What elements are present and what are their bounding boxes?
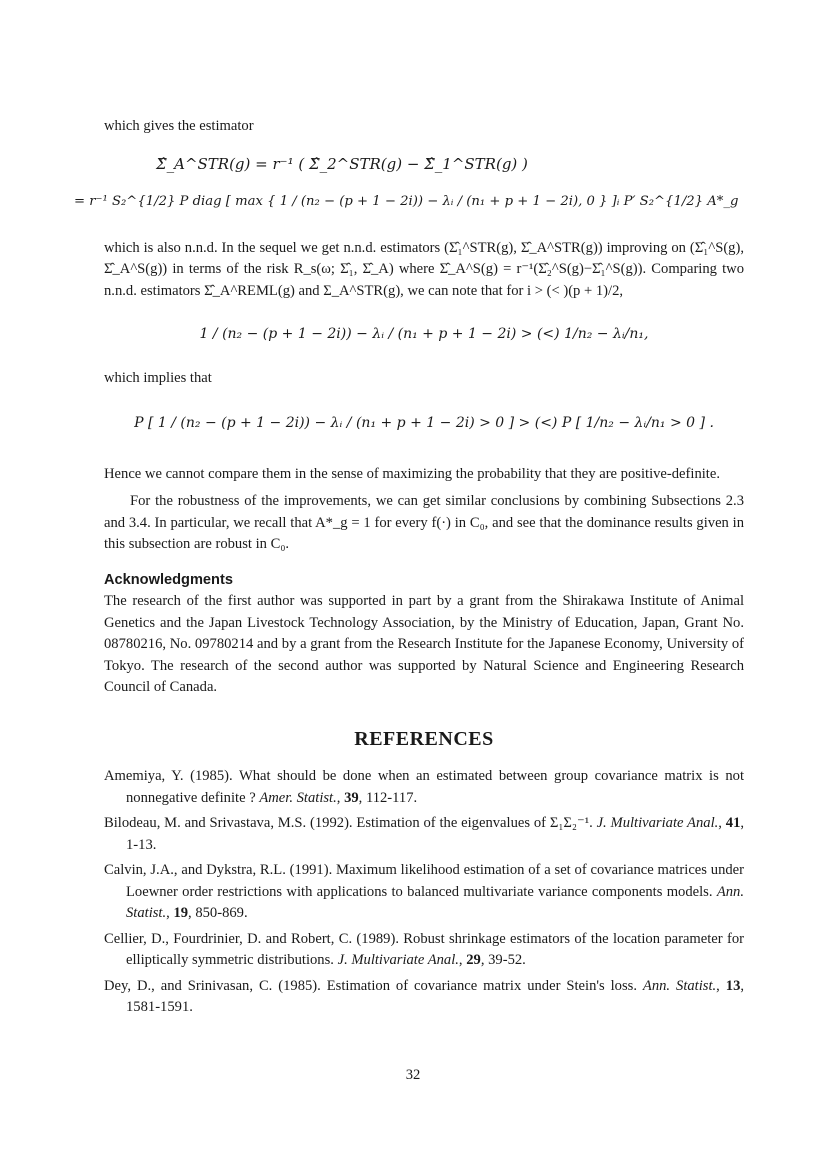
intro-line: which gives the estimator <box>104 118 254 134</box>
paragraph-1: which is also n.n.d. In the sequel we get n.n.d. estimators (Σ̂₁^STR(g), Σ̂_A^STR(g)) improving on (Σ̂₁^S(g), Σ̂_A^S(g)) in terms of the risk R_s(ω; Σ̂₁, Σ̂_A) where Σ̂_A^S(g) = r⁻¹(Σ̂₂^S(g)−Σ̂₁^S(g)). Comparing two n.n.d. estimators Σ̂_A^REML(g) and Σ_A^STR(g), we can note that for i > (< )(p + 1)/2, <box>104 239 744 299</box>
equation-1-line-2: = r⁻¹ S₂^{1/2} P diag [ max { 1 / (n₂ − (p + 1 − 2i)) − λᵢ / (n₁ + p + 1 − 2i), 0 } ]ᵢ P′ S₂^{1/2} A*_g <box>74 193 739 209</box>
equation-2: 1 / (n₂ − (p + 1 − 2i)) − λᵢ / (n₁ + p + 1 − 2i) > (<) 1/n₂ − λᵢ/n₁, <box>199 326 649 343</box>
reference-item: Amemiya, Y. (1985). What should be done when an estimated between group covariance matrix is not nonnegative definite ? Amer. Statist., 39, 112-117. <box>104 768 744 806</box>
reference-item: Bilodeau, M. and Srivastava, M.S. (1992). Estimation of the eigenvalues of Σ₁Σ₂⁻¹. J. Multivariate Anal., 41, 1-13. <box>104 815 745 853</box>
reference-item: Calvin, J.A., and Dykstra, R.L. (1991). Maximum likelihood estimation of a set of covariance matrices under Loewner order restrictions with applications to balanced multivariate variance components models. Ann. Statist., 19, 850-869. <box>104 862 744 921</box>
page-body <box>74 116 745 1023</box>
paragraph-2: Hence we cannot compare them in the sense of maximizing the probability that they are positive-definite. <box>104 465 720 482</box>
references-heading: REFERENCES <box>354 727 494 750</box>
implies-line: which implies that <box>104 370 212 386</box>
equation-1-line-1: Σ̂_A^STR(g) = r⁻¹ ( Σ̂_2^STR(g) − Σ̂_1^STR(g) ) <box>156 154 528 173</box>
equation-1 <box>74 138 744 226</box>
paragraph-3: For the robustness of the improvements, we can get similar conclusions by combining Subsections 2.3 and 3.4. In particular, we recall that A*_g = 1 for every f(·) in C₀, and see that the dominance results given in this subsection are robust in C₀. <box>104 493 744 552</box>
equation-3: P [ 1 / (n₂ − (p + 1 − 2i)) − λᵢ / (n₁ + p + 1 − 2i) > 0 ] > (<) P [ 1/n₂ − λᵢ/n₁ > 0 ] . <box>134 414 714 431</box>
page-number: 32 <box>405 1067 421 1083</box>
reference-item: Dey, D., and Srinivasan, C. (1985). Estimation of covariance matrix under Stein's loss. Ann. Statist., 13, 1581-1591. <box>104 977 745 1015</box>
reference-item: Cellier, D., Fourdrinier, D. and Robert, C. (1989). Robust shrinkage estimators of the location parameter for elliptically symmetric distributions. J. Multivariate Anal., 29, 39-52. <box>104 930 744 968</box>
acknowledgments-heading: Acknowledgments <box>104 571 233 588</box>
reference-list <box>104 766 744 1019</box>
acknowledgments-text: The research of the first author was supported in part by a grant from the Shirakawa Institute of Animal Genetics and the Japan Livestock Technology Association, by the Ministry of Education, Japan, Grant No. 08780216, No. 09780214 and by a grant from the Research Institute for the Japanese Economy, University of Tokyo. The research of the second author was supported by Natural Science and Engineering Research Council of Canada. <box>104 593 744 695</box>
